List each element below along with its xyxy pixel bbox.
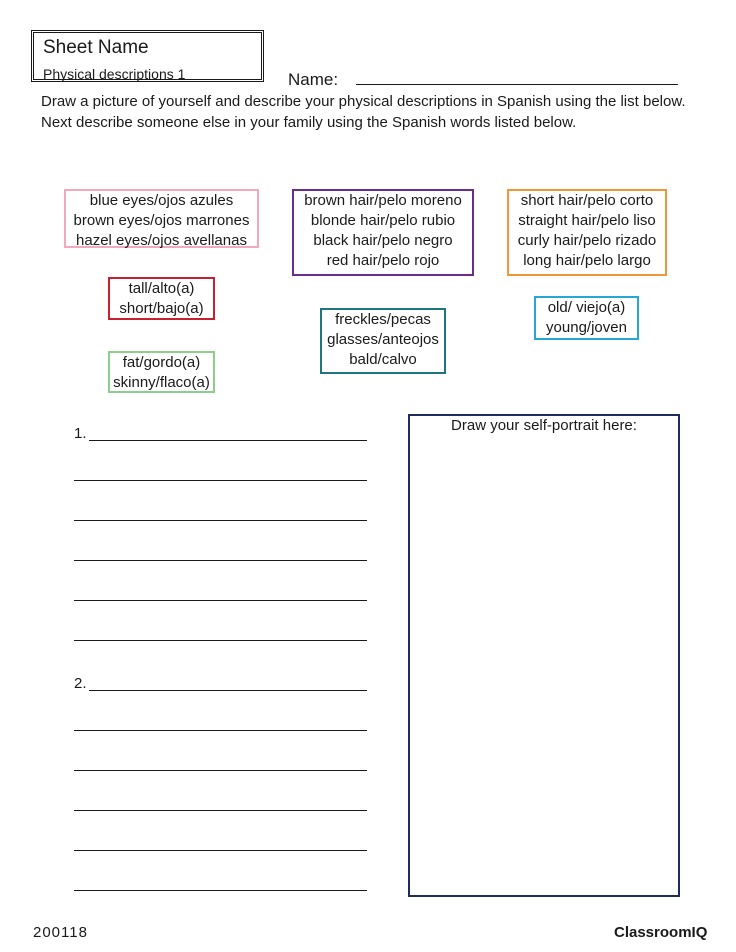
self-portrait-label: Draw your self-portrait here: [451,417,637,434]
vocab-item: young/joven [546,319,627,336]
vocab-item: red hair/pelo rojo [326,252,440,269]
vocab-item: blue eyes/ojos azules [89,192,234,209]
vocab-item: hazel eyes/ojos avellanas [76,232,247,249]
section-2-number: 2. [74,675,87,692]
writing-line[interactable] [74,850,367,851]
vocab-item: long hair/pelo largo [523,252,651,269]
writing-line[interactable] [74,640,367,641]
vocab-box-eyes [64,189,259,248]
vocab-box-hair-color [292,189,474,276]
writing-line[interactable] [74,810,367,811]
vocab-item: short/bajo(a) [119,300,204,317]
vocab-item: old/ viejo(a) [547,299,626,316]
vocab-item: tall/alto(a) [128,280,195,297]
instruction-line-2: Next describe someone else in your family using the Spanish words listed below. [41,114,577,131]
worksheet-code: 200118 [33,924,88,941]
vocab-item: bald/calvo [349,351,417,368]
vocab-item: curly hair/pelo rizado [517,232,657,249]
vocab-box-build [108,351,215,393]
writing-line[interactable] [74,480,367,481]
writing-line[interactable] [74,560,367,561]
vocab-item: freckles/pecas [335,311,431,328]
vocab-box-height [108,277,215,320]
writing-line[interactable] [74,600,367,601]
writing-line[interactable] [74,520,367,521]
vocab-item: glasses/anteojos [327,331,439,348]
vocab-box-hair-style [507,189,667,276]
vocab-box-features [320,308,446,374]
writing-line[interactable] [74,730,367,731]
vocab-item: straight hair/pelo liso [518,212,656,229]
writing-line[interactable] [89,690,367,691]
vocab-item: brown eyes/ojos marrones [73,212,250,229]
writing-line[interactable] [74,890,367,891]
name-field[interactable] [356,84,678,85]
instruction-line-1: Draw a picture of yourself and describe your physical descriptions in Spanish using the list below. [41,93,686,110]
vocab-item: short hair/pelo corto [520,192,654,209]
sheet-name-box [31,30,264,82]
vocab-item: blonde hair/pelo rubio [310,212,456,229]
brand-logo-text: ClassroomIQ [614,924,708,941]
writing-line[interactable] [74,770,367,771]
name-label: Name: [288,70,339,89]
vocab-item: brown hair/pelo moreno [304,192,462,209]
section-1-number: 1. [74,425,87,442]
writing-line[interactable] [89,440,367,441]
vocab-item: black hair/pelo negro [313,232,453,249]
sheet-name-label: Sheet Name [43,37,149,58]
vocab-box-age [534,296,639,340]
self-portrait-box[interactable] [408,414,680,897]
sheet-subtitle: Physical descriptions 1 [43,66,186,82]
vocab-item: skinny/flaco(a) [113,374,210,391]
vocab-item: fat/gordo(a) [122,354,201,371]
